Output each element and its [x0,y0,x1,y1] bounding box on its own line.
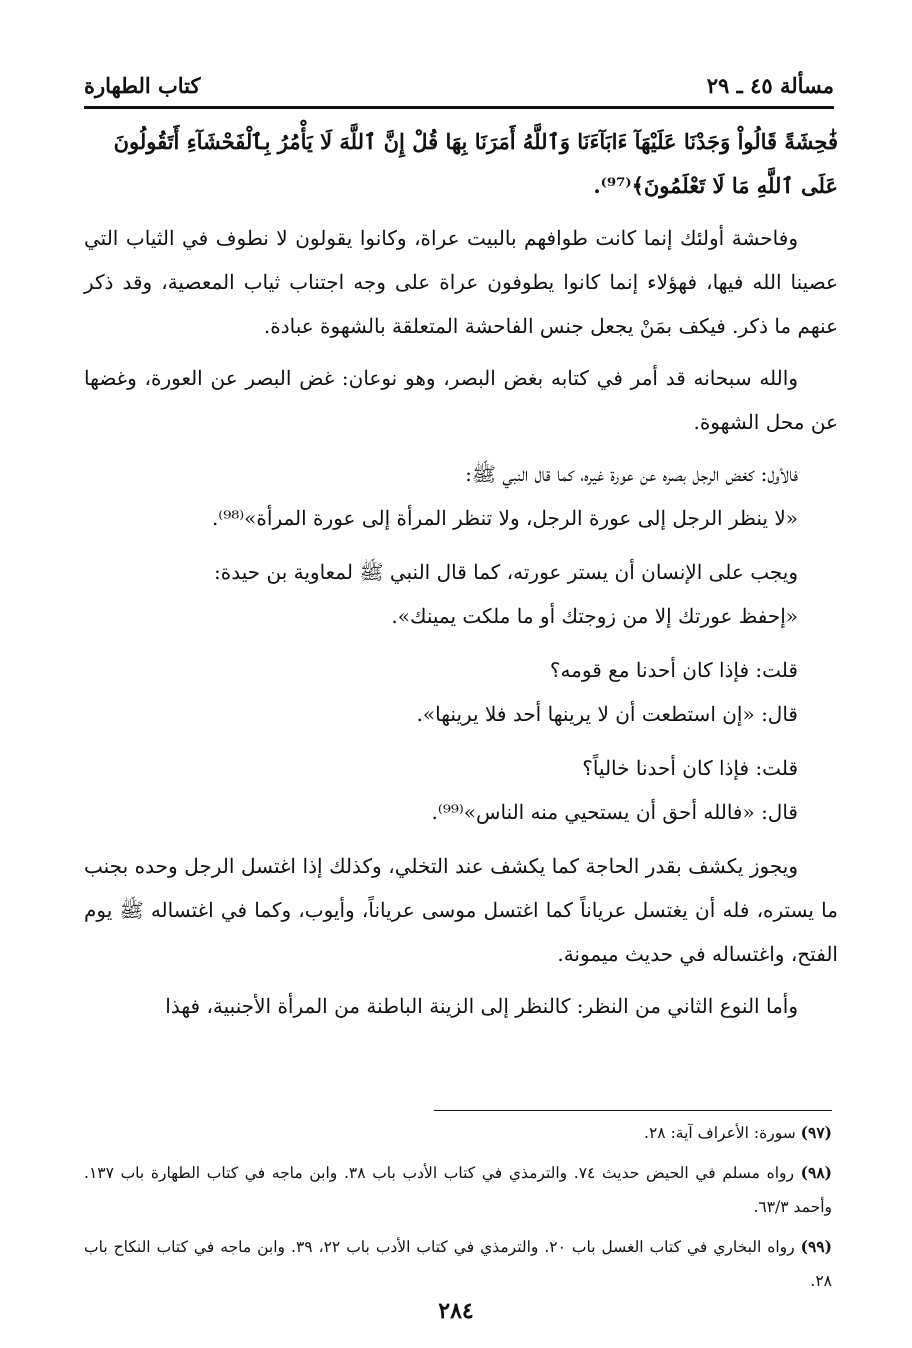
dialogue-1-question: قلت: فإذا كان أحدنا مع قومه؟ [549,658,798,682]
dialogue-block-2 [84,746,838,834]
quran-verse-line-2: عَلَى ٱللَّهِ مَا لَا تَعْلَمُونَ﴾⁽⁹⁷⁾. [593,173,838,198]
hadith-2-intro: ويجب على الإنسان أن يستر عورته، كما قال النبي ﷺ لمعاوية بن حيدة: [214,560,798,584]
footnote-ref: (٩٧) [800,1123,832,1142]
hadith-2-text: «إحفظ عورتك إلا من زوجتك أو ما ملكت يمينك». [391,604,798,628]
paragraph-2: والله سبحانه قد أمر في كتابه بغض البصر، وهو نوعان: غض البصر عن العورة، وغضها عن محل الشهوة. [84,366,838,434]
footnote-text: سورة: الأعراف آية: ٢٨. [644,1124,796,1142]
footnote-divider [434,1110,832,1111]
dialogue-1-answer: قال: «إن استطعت أن لا يرينها أحد فلا يرينها». [416,702,798,726]
hadith-1-text: «لا ينظر الرجل إلى عورة الرجل، ولا تنظر المرأة إلى عورة المرأة»⁽⁹⁸⁾. [211,506,798,530]
hadith-block-2 [84,550,838,638]
footnote-ref: (٩٨) [800,1163,832,1182]
running-header [84,68,834,102]
hadith-1-intro: فالأول: كغض الرجل بصره عن عورة غيره، كما قال النبي ﷺ: [465,462,798,486]
footnote-98 [84,1156,832,1224]
header-divider [84,106,834,109]
footnote-text: رواه مسلم في الحيض حديث ٧٤. والترمذي في كتاب الأدب باب ٣٨. وابن ماجه في كتاب الطهارة باب ١٣٧. وأحمد ٦٣/٣. [84,1164,832,1216]
footnote-97 [84,1116,832,1150]
quran-verse [84,120,838,208]
page-number: ٢٨٤ [438,1298,474,1324]
footnote-text: رواه البخاري في كتاب الغسل باب ٢٠. والترمذي في كتاب الأدب باب ٢٢، ٣٩. وابن ماجه في كتاب النكاح باب ٢٨. [84,1238,832,1290]
dialogue-block-1 [84,648,838,736]
footnote-99 [84,1230,832,1298]
dialogue-2-answer: قال: «فالله أحق أن يستحيي منه الناس»⁽⁹⁹⁾. [431,800,798,824]
dialogue-2-question: قلت: فإذا كان أحدنا خالياً؟ [582,756,798,780]
quran-verse-line-1: فَٰحِشَةً قَالُواْ وَجَدْنَا عَلَيْهَآ ءَابَآءَنَا وَٱللَّهُ أَمَرَنَا بِهَا قُلْ إِنَّ ٱللَّهَ لَا يَأْمُرُ بِٱلْفَحْشَآءِ أَتَقُولُونَ [113,129,838,154]
main-text [84,120,838,1036]
footnotes [84,1116,832,1304]
header-chapter-title: كتاب الطهارة [84,72,201,98]
paragraph-1: وفاحشة أولئك إنما كانت طوافهم بالبيت عراة، وكانوا يقولون لا نطوف في الثياب التي عصينا الله فيها، فهؤلاء إنما كانوا يطوفون عراة على وجه اجتناب ثياب المعصية، وقد ذكر عنهم ما ذكر. فيكف بمَنْ يجعل جنس الفاحشة المتعلقة بالشهوة عبادة. [84,226,838,338]
header-issue-number: مسألة ٤٥ ـ ٢٩ [706,72,834,98]
footnote-ref: (٩٩) [800,1237,832,1256]
hadith-block-1 [84,452,838,540]
paragraph-5: ويجوز يكشف بقدر الحاجة كما يكشف عند التخلي، وكذلك إذا اغتسل الرجل وحده بجنب ما يستره، فله أن يغتسل عرياناً كما اغتسل موسى عرياناً، وأيوب، وكما في اغتساله ﷺ يوم الفتح، واغتساله في حديث ميمونة. [84,854,838,966]
paragraph-6: وأما النوع الثاني من النظر: كالنظر إلى الزينة الباطنة من المرأة الأجنبية، فهذا [165,994,798,1018]
